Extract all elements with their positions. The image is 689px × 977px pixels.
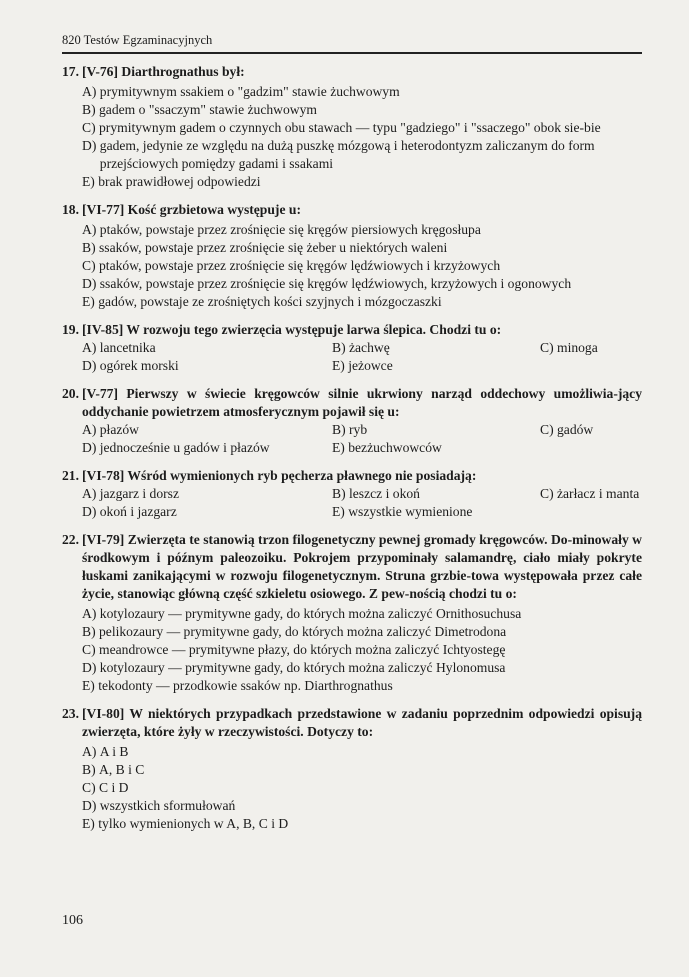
question-number: 18.: [62, 202, 79, 217]
question-number: 23.: [62, 706, 79, 721]
answer-text: ssaków, powstaje przez zrośnięcie się kręgów lędźwiowych, krzyżowych i ogonowych: [99, 276, 572, 291]
question-number: 17.: [62, 64, 79, 79]
answer-label: D): [82, 138, 97, 153]
answer-text: meandrowce — prymitywne płazy, do których można zaliczyć Ichtyostegę: [99, 642, 506, 657]
answer-option: [82, 257, 642, 275]
question-text: [VI-79] Zwierzęta te stanowią trzon filogenetyczny pewnej gromady kręgowców. Do-minowały w środkowym i późnym paleozoiku. Pokrojem przypominały salamandrę, ciało miały pokryte łuskami zanikającymi w rozwoju filogenetycznym. Struna grzbie-towa występowała przez całe życie, stanowiąc główną część szkieletu osiowego. Z pew-nością chodzi tu o:: [82, 532, 642, 601]
answer-option: [82, 275, 642, 293]
question-text: [V-76] Diarthrognathus był:: [82, 64, 245, 79]
question-text: [IV-85] W rozwoju tego zwierzęcia występuje larwa ślepica. Chodzi tu o:: [82, 322, 502, 337]
answer-option: D) okoń i jazgarz: [82, 504, 177, 519]
answer-text: pelikozaury — prymitywne gady, do których można zaliczyć Dimetrodona: [99, 624, 507, 639]
header-rule: [62, 52, 642, 54]
question-18: [62, 201, 642, 311]
question-stem: [62, 321, 642, 339]
question-stem: [62, 385, 642, 421]
answer-option: [82, 221, 642, 239]
answer-option: E) bezżuchwowców: [332, 440, 442, 455]
answer-option: A) płazów: [82, 422, 139, 437]
question-19: [62, 321, 642, 375]
answer-option: [82, 137, 642, 173]
answer-label: A): [82, 744, 97, 759]
answer-text: C i D: [99, 780, 129, 795]
question-stem: [62, 705, 642, 741]
answer-option: [82, 779, 642, 797]
answer-text: kotylozaury — prymitywne gady, do których można zaliczyć Hylonomusa: [99, 660, 506, 675]
question-stem: [62, 201, 642, 219]
answer-text: kotylozaury — prymitywne gady, do których można zaliczyć Ornithosuchusa: [99, 606, 522, 621]
answer-option: [82, 797, 642, 815]
answer-text: A i B: [99, 744, 129, 759]
answer-option: [82, 659, 642, 677]
answer-text: ptaków, powstaje przez zrośnięcie się kręgów piersiowych kręgosłupa: [99, 222, 481, 237]
answer-label: B): [82, 102, 96, 117]
answer-label: B): [82, 624, 96, 639]
answer-option: C) żarłacz i manta: [540, 486, 640, 501]
answer-option: [82, 83, 642, 101]
answer-label: D): [82, 660, 97, 675]
answer-label: D): [82, 276, 97, 291]
answer-option: [82, 761, 642, 779]
answer-option: D) jednocześnie u gadów i płazów: [82, 440, 270, 455]
answer-list: [62, 83, 642, 191]
question-23: [62, 705, 642, 833]
question-text: [VI-77] Kość grzbietowa występuje u:: [82, 202, 301, 217]
answer-option: [82, 119, 642, 137]
question-number: 20.: [62, 386, 79, 401]
answer-option: A) lancetnika: [82, 340, 156, 355]
question-stem: [62, 531, 642, 603]
answer-text: ssaków, powstaje przez zrośnięcie się żeber u niektórych waleni: [99, 240, 448, 255]
answer-row: [62, 503, 642, 521]
question-stem: [62, 467, 642, 485]
answer-option: B) żachwę: [332, 340, 390, 355]
answer-option: [82, 101, 642, 119]
answer-list: [62, 743, 642, 833]
answer-option: E) wszystkie wymienione: [332, 504, 473, 519]
question-number: 21.: [62, 468, 79, 483]
answer-label: E): [82, 294, 95, 309]
running-header: 820 Testów Egzaminacyjnych: [62, 33, 213, 47]
answer-text: ptaków, powstaje przez zrośnięcie się kręgów lędźwiowych i krzyżowych: [99, 258, 501, 273]
answer-option: C) gadów: [540, 422, 594, 437]
answer-option: D) ogórek morski: [82, 358, 179, 373]
question-21: [62, 467, 642, 521]
question-list: [62, 63, 642, 843]
question-17: [62, 63, 642, 191]
answer-row: [62, 421, 642, 439]
answer-label: C): [82, 780, 96, 795]
answer-option: C) minoga: [540, 340, 598, 355]
question-text: [V-77] Pierwszy w świecie kręgowców silnie ukrwiony narząd oddechowy umożliwia-jący oddychanie powietrzem atmosferycznym pojawił się u:: [82, 386, 642, 419]
answer-label: D): [82, 798, 97, 813]
answer-label: A): [82, 222, 97, 237]
answer-option: [82, 677, 642, 695]
answer-label: C): [82, 258, 96, 273]
answer-option: [82, 239, 642, 257]
answer-label: A): [82, 606, 97, 621]
answer-option: [82, 743, 642, 761]
page-number: 106: [62, 913, 83, 928]
answer-label: B): [82, 762, 96, 777]
answer-label: E): [82, 174, 95, 189]
question-text: [VI-78] Wśród wymienionych ryb pęcherza pławnego nie posiadają:: [82, 468, 477, 483]
answer-row: [62, 439, 642, 457]
answer-label: C): [82, 642, 96, 657]
answer-text: A, B i C: [99, 762, 145, 777]
answer-row: [62, 339, 642, 357]
answer-text: tylko wymienionych w A, B, C i D: [98, 816, 289, 831]
answer-list: [62, 605, 642, 695]
answer-text: gadem, jedynie ze względu na dużą puszkę mózgową i heterodontyzm zaliczanym do form przejściowych pomiędzy gadami i ssakami: [99, 138, 595, 171]
answer-text: brak prawidłowej odpowiedzi: [98, 174, 261, 189]
answer-option: [82, 293, 642, 311]
answer-option: [82, 623, 642, 641]
answer-text: wszystkich sformułowań: [99, 798, 236, 813]
answer-option: [82, 641, 642, 659]
answer-label: E): [82, 816, 95, 831]
answer-option: B) ryb: [332, 422, 368, 437]
question-stem: [62, 63, 642, 81]
answer-option: E) jeżowce: [332, 358, 393, 373]
answer-option: B) leszcz i okoń: [332, 486, 420, 501]
answer-text: prymitywnym ssakiem o "gadzim" stawie żuchwowym: [99, 84, 400, 99]
answer-list: [62, 221, 642, 311]
question-number: 22.: [62, 532, 79, 547]
answer-text: gadem o "ssaczym" stawie żuchwowym: [99, 102, 317, 117]
question-20: [62, 385, 642, 457]
answer-option: [82, 815, 642, 833]
answer-row: [62, 357, 642, 375]
answer-text: gadów, powstaje ze zrośniętych kości szyjnych i mózgoczaszki: [98, 294, 442, 309]
answer-option: [82, 605, 642, 623]
answer-text: prymitywnym gadem o czynnych obu stawach — typu "gadziego" i "ssaczego" obok sie-bie: [99, 120, 601, 135]
answer-label: A): [82, 84, 97, 99]
question-text: [VI-80] W niektórych przypadkach przedstawione w zadaniu poprzednim odpowiedzi opisują zwierzęta, które żyły w rzeczywistości. Dotyczy to:: [82, 706, 642, 739]
answer-row: [62, 485, 642, 503]
answer-option: [82, 173, 642, 191]
answer-option: A) jazgarz i dorsz: [82, 486, 179, 501]
answer-label: B): [82, 240, 96, 255]
answer-label: E): [82, 678, 95, 693]
question-number: 19.: [62, 322, 79, 337]
question-22: [62, 531, 642, 695]
answer-text: tekodonty — przodkowie ssaków np. Diarthrognathus: [98, 678, 393, 693]
answer-label: C): [82, 120, 96, 135]
